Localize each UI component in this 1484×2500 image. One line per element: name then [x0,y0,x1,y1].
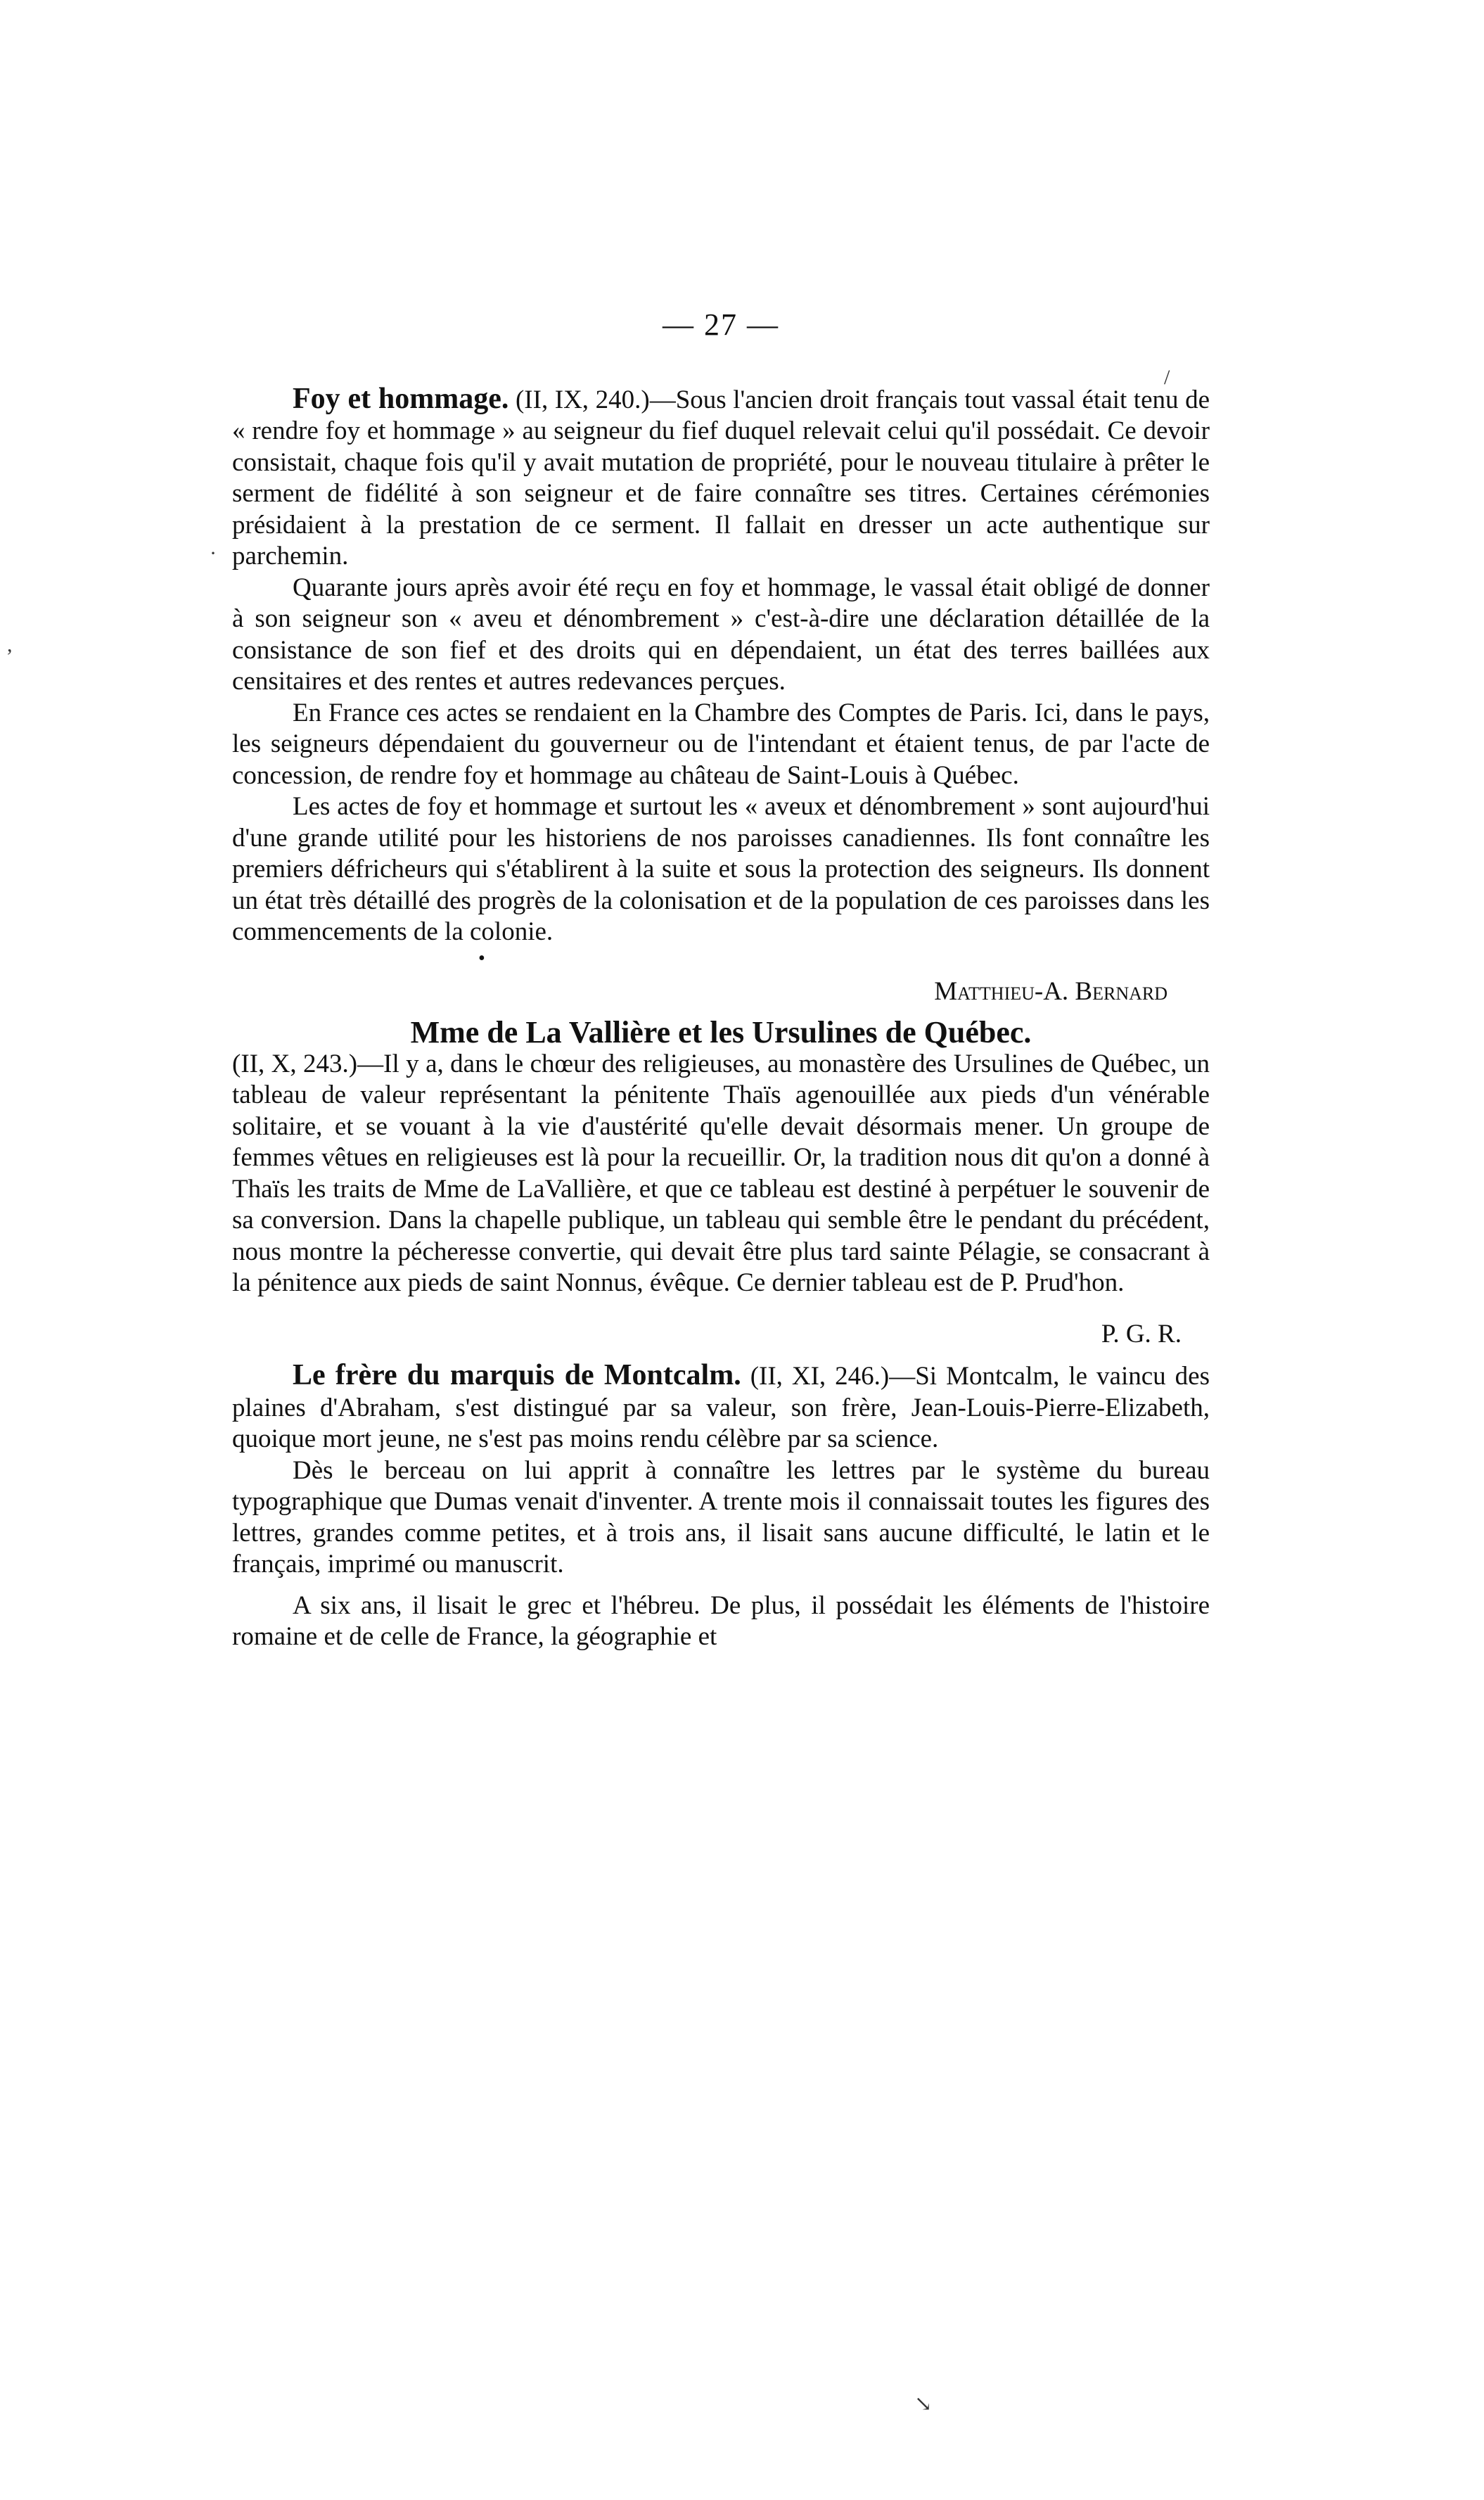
stray-mark: / [1164,366,1170,389]
paragraph: Les actes de foy et hommage et surtout les « aveux et dénombrement » sont aujourd'hui d'une grande utilité pour les historiens de nos paroisses canadiennes. Ils font connaître les premiers défricheurs qui s'établirent à la suite et sous la protection des seigneurs. Ils donnent un état très détaillé des progrès de la colonisation et de la population de ces paroisses dans les commencements de la colonie. [232,792,1210,946]
text-column [232,307,1210,1653]
signature: Matthieu-A. Bernard [934,976,1168,1006]
section-heading: Mme de La Vallière et les Ursulines de Québec. [410,1015,1032,1050]
section-heading: Foy et hommage. [293,382,509,415]
page-number: — 27 — [663,307,779,342]
signature: P. G. R. [1101,1319,1182,1348]
stray-mark: ↘ [914,2392,933,2416]
section-heading: Le frère du marquis de Montcalm. [293,1359,741,1391]
stray-mark: , [7,633,13,656]
section-montcalm-p1: Le frère du marquis de Montcalm. (II, XI, 246.)—Si Montcalm, le vaincu des plaines d'Abraham, s'est distingué par sa valeur, son frère, Jean-Louis-Pierre-Elizabeth, quoique mort jeune, ne s'est pas moins rendu célèbre par sa science. [232,1359,1210,1453]
section-foy-et-hommage-p1: Foy et hommage. (II, IX, 240.)—Sous l'ancien droit français tout vassal était tenu de « rendre foy et hommage » au seigneur du fief duquel relevait celui qu'il possédait. Ce devoir consistait, chaque fois qu'il y avait mutation de propriété, pour le nouveau titulaire à prêter le serment de fidélité à son seigneur et de faire connaître ses titres. Certaines cérémonies présidaient à la prestation de ce serment. Il fallait en dresser un acte authentique sur parchemin. [232,382,1210,570]
paragraph: (II, X, 243.)—Il y a, dans le chœur des religieuses, au monastère des Ursulines de Québec, un tableau de valeur représentant la pénitente Thaïs agenouillée aux pieds d'un vénérable solitaire, et se vouant à la vie d'austérité qu'elle devait désormais mener. Un groupe de femmes vêtues en religieuses est là pour la recueillir. Or, la tradition nous dit qu'on a donné à Thaïs les traits de Mme de LaVallière, et que ce tableau est destiné à perpétuer le souvenir de sa conversion. Dans la chapelle publique, un tableau qui semble être le pendant du précédent, nous montre la pécheresse convertie, qui devait être plus tard sainte Pélagie, se consacrant à la pénitence aux pieds de saint Nonnus, évêque. Ce dernier tableau est de P. Prud'hon. [232,1049,1210,1297]
paragraph: A six ans, il lisait le grec et l'hébreu. De plus, il possédait les éléments de l'histoire romaine et de celle de France, la géographie et [232,1590,1210,1651]
paragraph: Dès le berceau on lui apprit à connaître les lettres par le système du bureau typographique que Dumas venait d'inventer. A trente mois il connaissait toutes les figures des lettres, grandes comme petites, et à trois ans, il lisait sans aucune difficulté, le latin et le français, imprimé ou manuscrit. [232,1455,1210,1579]
paragraph: En France ces actes se rendaient en la Chambre des Comptes de Paris. Ici, dans le pays, les seigneurs dépendaient du gouverneur ou de l'intendant et étaient tenus, de par l'acte de concession, de rendre foy et hommage au château de Saint-Louis à Québec. [232,698,1210,790]
separator-dot: • [478,947,485,969]
stray-mark: · [210,542,217,565]
paragraph: Quarante jours après avoir été reçu en foy et hommage, le vassal était obligé de donner à son seigneur son « aveu et dénombrement » c'est-à-dire une déclaration détaillée de la consistance de son fief et des droits qui en dépendaient, un état des terres baillées aux censitaires et des rentes et autres redevances perçues. [232,573,1210,696]
